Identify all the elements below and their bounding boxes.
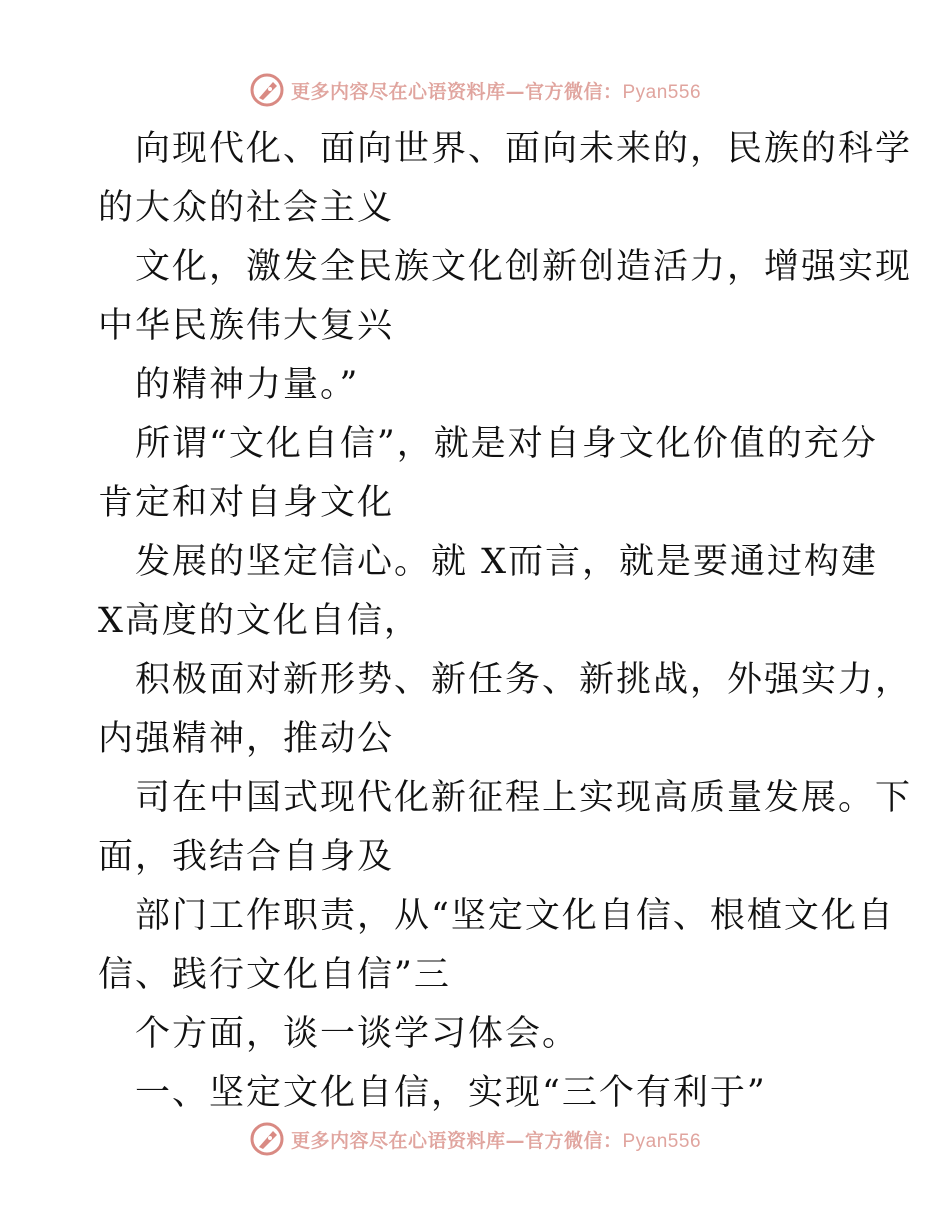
header-watermark xyxy=(0,68,950,112)
text-line: 的精神力量。” xyxy=(135,365,360,405)
text-line: 面，我结合自身及 xyxy=(98,837,395,877)
text-line: X高度的文化自信， xyxy=(98,601,421,641)
text-line: 所谓“文化自信”，就是对自身文化价值的充分 xyxy=(135,424,878,464)
text-line: 个方面，谈一谈学习体会。 xyxy=(135,1014,580,1054)
text-line: 信、践行文化自信”三 xyxy=(98,955,451,995)
text-line: 的大众的社会主义 xyxy=(98,188,395,228)
text-line: 文化，激发全民族文化创新创造活力，增强实现 xyxy=(135,247,913,287)
text-line: 肯定和对自身文化 xyxy=(98,483,395,523)
pen-nib-logo-icon xyxy=(249,1121,285,1157)
text-line: 一、坚定文化自信，实现“三个有利于” xyxy=(135,1073,767,1113)
watermark-text: 更多内容尽在心语资料库—官方微信：Pyan556 xyxy=(290,80,702,103)
text-line: 内强精神，推动公 xyxy=(98,719,395,759)
footer-watermark xyxy=(0,1117,950,1161)
text-line: 发展的坚定信心。就 X而言，就是要通过构建 xyxy=(135,542,879,582)
document-body xyxy=(98,120,913,1123)
text-line: 中华民族伟大复兴 xyxy=(98,306,395,346)
text-line: 司在中国式现代化新征程上实现高质量发展。下 xyxy=(135,778,913,818)
pen-nib-logo-icon xyxy=(249,72,285,108)
text-line: 部门工作职责，从“坚定文化自信、根植文化自 xyxy=(135,896,895,936)
watermark-text: 更多内容尽在心语资料库—官方微信：Pyan556 xyxy=(290,1129,702,1152)
text-line: 向现代化、面向世界、面向未来的，民族的科学 xyxy=(135,129,913,169)
text-line: 积极面对新形势、新任务、新挑战，外强实力， xyxy=(135,660,913,700)
